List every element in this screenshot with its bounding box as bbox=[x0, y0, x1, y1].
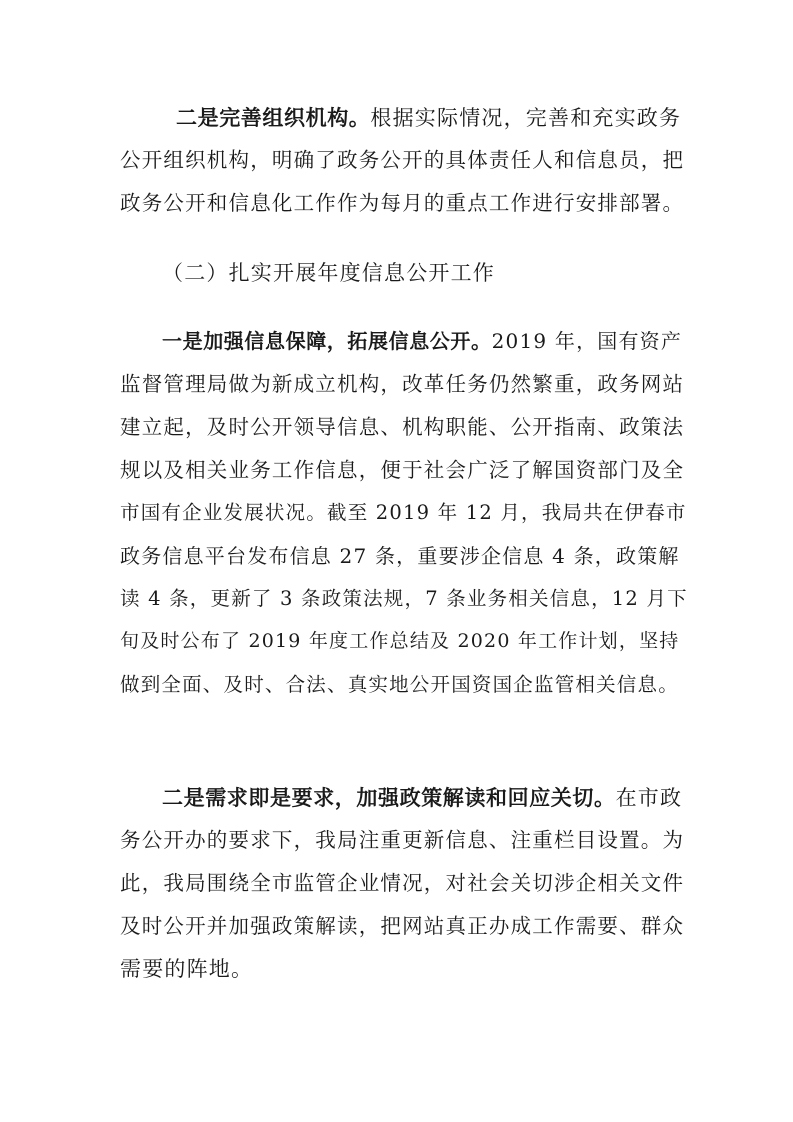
paragraph-2-line-3: 建立起，及时公开领导信息、机构职能、公开指南、政策法 bbox=[120, 415, 685, 439]
paragraph-2-line-5: 市国有企业发展状况。截至 2019 年 12 月，我局共在伊春市 bbox=[120, 501, 687, 524]
paragraph-1-lead: 二是完善组织机构。 bbox=[176, 105, 371, 130]
paragraph-2-line-2: 监督管理局做为新成立机构，改革任务仍然繁重，政务网站 bbox=[120, 372, 685, 396]
paragraph-2-line-9: 做到全面、及时、合法、真实地公开国资国企监管相关信息。 bbox=[120, 673, 679, 696]
paragraph-2-line-4: 规以及相关业务工作信息，便于社会广泛了解国资部门及全 bbox=[120, 458, 685, 482]
paragraph-3-line-1-text: 在市政 bbox=[615, 786, 683, 810]
paragraph-3-line-4: 及时公开并加强政策解读，把网站真正办成工作需要、群众 bbox=[120, 914, 685, 938]
section-heading: （二）扎实开展年度信息公开工作 bbox=[162, 261, 495, 285]
paragraph-2-line-1-text: 2019 年，国有资产 bbox=[491, 329, 683, 353]
paragraph-2-line-8: 旬及时公布了 2019 年度工作总结及 2020 年工作计划，坚持 bbox=[120, 630, 680, 652]
paragraph-3-line-2: 务公开办的要求下，我局注重更新信息、注重栏目设置。为 bbox=[120, 828, 685, 852]
paragraph-2-line-1 bbox=[162, 331, 690, 351]
paragraph-2-lead: 一是加强信息保障，拓展信息公开。 bbox=[162, 329, 492, 353]
paragraph-1-line-1 bbox=[176, 107, 690, 129]
paragraph-3-lead: 二是需求即是要求，加强政策解读和回应关切。 bbox=[162, 785, 616, 810]
paragraph-3-line-3: 此，我局围绕全市监管企业情况，对社会关切涉企相关文件 bbox=[120, 871, 685, 895]
paragraph-2-line-6: 政务信息平台发布信息 27 条，重要涉企信息 4 条，政策解 bbox=[120, 544, 680, 568]
paragraph-3-line-1 bbox=[162, 787, 690, 809]
paragraph-1-line-1-text: 根据实际情况，完善和充实政务 bbox=[370, 106, 682, 130]
paragraph-3-line-5: 需要的阵地。 bbox=[120, 957, 254, 981]
paragraph-2-line-7: 读 4 条，更新了 3 条政策法规，7 条业务相关信息，12 月下 bbox=[120, 587, 688, 610]
paragraph-1-line-3: 政务公开和信息化工作作为每月的重点工作进行安排部署。 bbox=[120, 191, 685, 215]
paragraph-1-line-2: 公开组织机构，明确了政务公开的具体责任人和信息员，把 bbox=[120, 148, 685, 172]
